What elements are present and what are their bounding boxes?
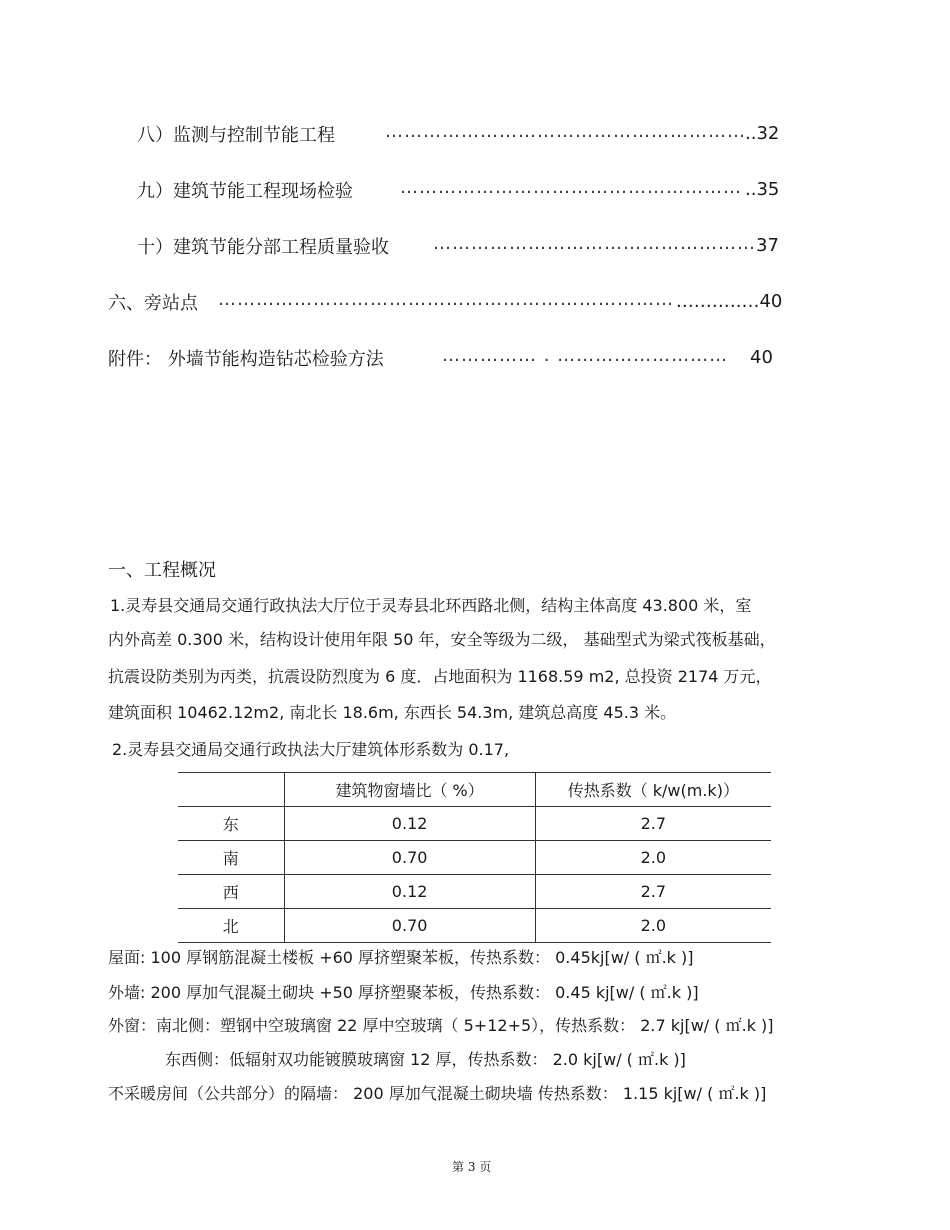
paragraph-line: 1.灵寿县交通局交通行政执法大厅位于灵寿县北环西路北侧，结构主体高度 43.800 米，室 xyxy=(110,596,752,615)
window-wall-ratio-table xyxy=(178,772,771,943)
table-cell-ratio: 0.12 xyxy=(284,807,535,841)
paragraph-line: 2.灵寿县交通局交通行政执法大厅建筑体形系数为 0.17, xyxy=(112,740,510,759)
toc-page-number: 37 xyxy=(756,235,779,256)
spec-line-window-north-south: 外窗：南北侧：塑钢中空玻璃窗 22 厚中空玻璃（ 5+12+5），传热系数： 2.7 kj[w/ ( ㎡.k )] xyxy=(108,1016,774,1035)
section-title: 一、工程概况 xyxy=(108,560,216,581)
table-row xyxy=(178,875,771,909)
spec-line-roof: 屋面: 100 厚钢筋混凝土楼板 +60 厚挤塑聚苯板，传热系数： 0.45kj[w/ ( ㎡.k )] xyxy=(108,948,694,967)
table-cell-coefficient: 2.7 xyxy=(535,807,771,841)
toc-entry xyxy=(137,121,335,147)
table-cell-ratio: 0.12 xyxy=(284,875,535,909)
toc-page-number: .……….…40 xyxy=(676,291,783,312)
toc-entry xyxy=(108,345,384,371)
toc-label: 六、旁站点 xyxy=(108,293,198,314)
toc-label: 十）建筑节能分部工程质量验收 xyxy=(137,237,389,258)
toc-label: 附件： 外墙节能构造钻芯检验方法 xyxy=(108,349,384,370)
table-header-cell: 传热系数（ k/w(m.k)） xyxy=(535,773,771,807)
table-cell-ratio: 0.70 xyxy=(284,841,535,875)
table-cell-orientation: 东 xyxy=(178,807,284,841)
toc-label: 八）监测与控制节能工程 xyxy=(137,125,335,146)
page-number: 第 3 页 xyxy=(452,1160,492,1174)
table-cell-orientation: 南 xyxy=(178,841,284,875)
paragraph-line: 建筑面积 10462.12m2, 南北长 18.6m, 东西长 54.3m, 建筑总高度 45.3 米。 xyxy=(108,703,677,722)
table-cell-coefficient: 2.0 xyxy=(535,909,771,943)
table-cell-orientation: 西 xyxy=(178,875,284,909)
toc-page-number: 40 xyxy=(750,347,773,368)
toc-page-number: ..35 xyxy=(745,179,780,200)
toc-entry xyxy=(108,289,198,315)
table-cell-coefficient: 2.7 xyxy=(535,875,771,909)
table-row xyxy=(178,909,771,943)
toc-leader-dots: …………………………………………… xyxy=(433,233,756,254)
toc-leader-dots: …………… . ……………………… xyxy=(442,345,729,366)
table-cell-orientation: 北 xyxy=(178,909,284,943)
toc-entry xyxy=(137,233,389,259)
toc-entry xyxy=(137,177,353,203)
table-header-row xyxy=(178,773,771,807)
table-row xyxy=(178,841,771,875)
toc-leader-dots: ……………………………………………………………… xyxy=(218,289,674,310)
toc-label: 九）建筑节能工程现场检验 xyxy=(137,181,353,202)
table-row xyxy=(178,807,771,841)
table-header-cell xyxy=(178,773,284,807)
spec-line-partition-wall: 不采暖房间（公共部分）的隔墙： 200 厚加气混凝土砌块墙 传热系数： 1.15 kj[w/ ( ㎡.k )] xyxy=(108,1084,767,1103)
table-header-cell: 建筑物窗墙比（ %） xyxy=(284,773,535,807)
spec-line-exterior-wall: 外墙: 200 厚加气混凝土砌块 +50 厚挤塑聚苯板，传热系数： 0.45 kj[w/ ( ㎡.k )] xyxy=(108,983,699,1002)
toc-leader-dots: ………………………………………………… xyxy=(385,121,746,142)
toc-page-number: ..32 xyxy=(745,123,780,144)
table-cell-coefficient: 2.0 xyxy=(535,841,771,875)
paragraph-line: 内外高差 0.300 米，结构设计使用年限 50 年，安全等级为二级， 基础型式为梁式筏板基础， xyxy=(108,630,776,649)
paragraph-line: 抗震设防类别为丙类，抗震设防烈度为 6 度．占地面积为 1168.59 m2, 总投资 2174 万元， xyxy=(108,667,772,686)
spec-line-window-east-west: 东西侧：低辐射双功能镀膜玻璃窗 12 厚，传热系数： 2.0 kj[w/ ( ㎡.k )] xyxy=(165,1050,686,1069)
toc-leader-dots: ……………………………………………… xyxy=(400,177,742,198)
table-cell-ratio: 0.70 xyxy=(284,909,535,943)
